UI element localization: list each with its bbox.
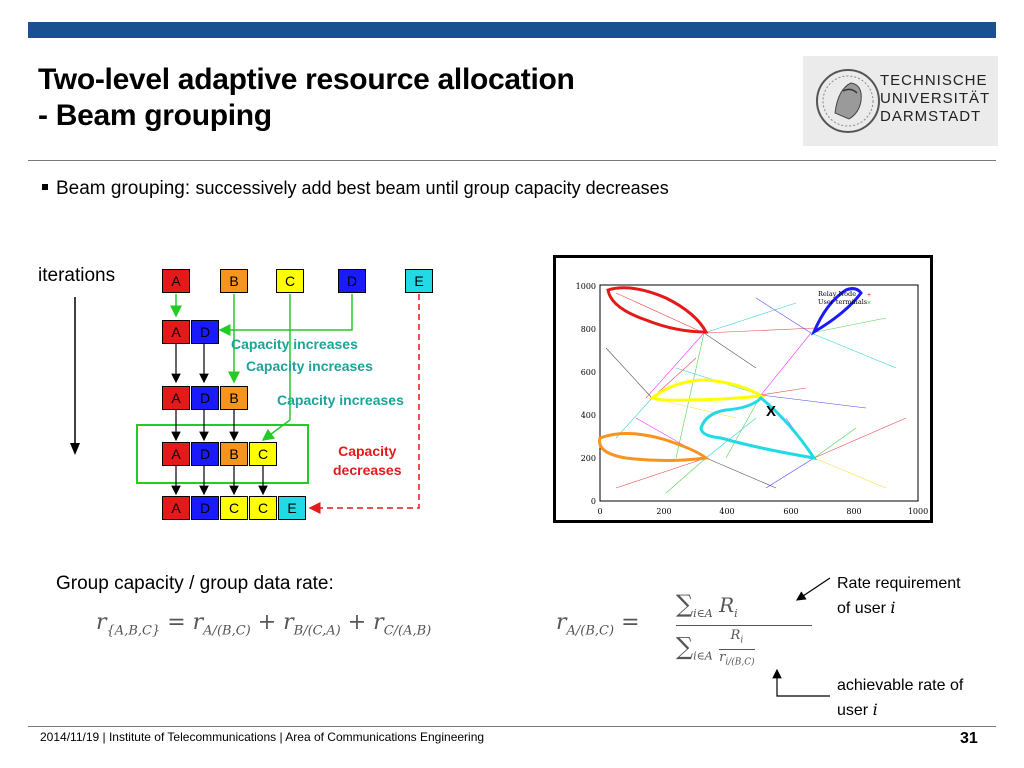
logo-line-1: TECHNISCHE [880, 72, 988, 89]
y-tick-600: 600 [580, 368, 596, 377]
page-number: 31 [960, 730, 978, 747]
y-tick-0: 0 [590, 497, 596, 506]
legend-relay-node: Relay Node [818, 290, 857, 298]
beam-cell-e: E [278, 496, 306, 520]
x-tick-200: 200 [656, 507, 672, 516]
y-tick-1000: 1000 [575, 282, 596, 291]
beam-cell-b: B [220, 386, 248, 410]
x-tick-600: 600 [783, 507, 799, 516]
user-index-var: i [890, 598, 896, 617]
rate-formula-lhs: $r_{A/(B,C)}$ = [556, 610, 640, 639]
y-tick-200: 200 [580, 454, 596, 463]
capacity-increases-label-1: Capacity increases [231, 336, 358, 352]
achievable-rate-note [837, 674, 963, 723]
beam-cell-a: A [162, 496, 190, 520]
beam-cell-d: D [191, 386, 219, 410]
bullet-term: Beam grouping: [56, 178, 191, 199]
rate-formula-denominator: $\sum_{i\in A}$ $\frac{R_i}{r_{i/(B,C)}}$ [676, 628, 755, 668]
beam-cell-a: A [162, 386, 190, 410]
title-line-2: - Beam grouping [38, 99, 272, 132]
beam-cell-a: A [162, 320, 190, 344]
title-line-1: Two-level adaptive resource allocation [38, 63, 575, 96]
legend-relay-marker: + [867, 292, 872, 299]
group-rate-formula: $r_{\{A,B,C\}} = r_{A/(B,C)} + r_{B/(C,A)} + r_{C/(A,B)}$ [96, 610, 432, 639]
capacity-increases-label-3: Capacity increases [277, 392, 404, 408]
beam-cell-e: E [405, 269, 433, 293]
footer-divider [28, 726, 996, 727]
rate-requirement-text: of user [837, 600, 886, 617]
capacity-decreases-line-2: decreases [333, 462, 402, 478]
iterations-label: iterations [38, 265, 116, 286]
beam-cell-a: A [162, 442, 190, 466]
footer-text: 2014/11/19 | Institute of Telecommunications | Area of Communications Engineering [40, 730, 485, 744]
rate-requirement-line-1: Rate requirement [837, 575, 961, 592]
capacity-increases-label-2: Capacity increases [246, 358, 373, 374]
beam-cell-b: B [220, 269, 248, 293]
x-tick-400: 400 [719, 507, 735, 516]
beam-cell-d: D [191, 496, 219, 520]
legend-user-marker: × [867, 300, 872, 307]
logo-line-3: DARMSTADT [880, 108, 982, 125]
x-tick-1000: 1000 [907, 507, 929, 516]
achievable-text: user [837, 702, 869, 719]
achievable-line-2 [837, 698, 963, 723]
achievable-line-1: achievable rate of [837, 677, 964, 694]
y-tick-400: 400 [580, 411, 596, 420]
beam-cell-b: B [220, 442, 248, 466]
logo-line-2: UNIVERSITÄT [880, 90, 991, 107]
rate-requirement-note [837, 572, 961, 621]
beam-cell-a: A [162, 269, 190, 293]
x-tick-800: 800 [846, 507, 862, 516]
bullet-description: successively add best beam until group capacity decreases [195, 178, 669, 198]
group-capacity-label: Group capacity / group data rate: [56, 573, 334, 594]
beam-cell-d: D [191, 442, 219, 466]
user-index-var-2: i [872, 700, 878, 719]
beam-cell-c: C [220, 496, 248, 520]
beam-cell-d: D [191, 320, 219, 344]
rate-requirement-line-2 [837, 596, 961, 621]
beam-cell-c: C [249, 496, 277, 520]
y-tick-800: 800 [580, 325, 596, 334]
rate-formula-numerator: $\sum_{i\in A}$ $R_i$ [676, 590, 738, 620]
beam-cell-d: D [338, 269, 366, 293]
x-tick-0: 0 [597, 507, 603, 516]
beam-cell-c: C [276, 269, 304, 293]
capacity-decreases-line-1: Capacity [338, 443, 397, 459]
marked-user-x: X [766, 403, 777, 420]
beam-cell-c: C [249, 442, 277, 466]
legend-user-terminals: User terminals [818, 298, 868, 306]
